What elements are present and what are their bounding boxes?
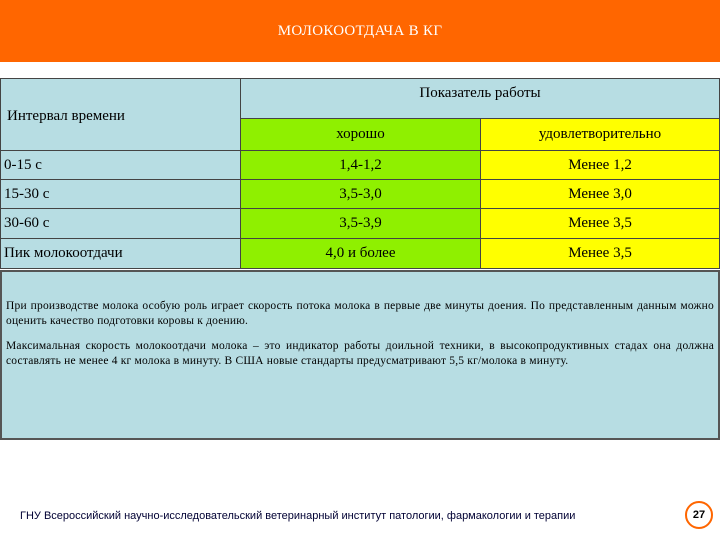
good-cell: 3,5-3,9 [241, 209, 481, 239]
description-box [0, 270, 720, 440]
paragraph-1: При производстве молока особую роль играет скорость потока молока в первые две минуты доения. По представленным данным можно оценить качество подготовки коровы к доению. [6, 300, 714, 327]
table-row [1, 151, 720, 180]
satisfactory-cell: Менее 1,2 [481, 151, 720, 180]
footer-institute: ГНУ Всероссийский научно-исследовательский ветеринарный институт патологии, фармакологии и терапии [20, 510, 576, 522]
satisfactory-cell: Менее 3,0 [481, 180, 720, 209]
table-row [1, 209, 720, 239]
col-good-header: хорошо [241, 119, 481, 151]
good-cell: 3,5-3,0 [241, 180, 481, 209]
table-row [1, 239, 720, 269]
milk-flow-table [0, 78, 720, 269]
slide-title: МОЛОКООТДАЧА В КГ [277, 23, 443, 39]
satisfactory-cell: Менее 3,5 [481, 239, 720, 269]
interval-cell: 0-15 с [1, 151, 241, 180]
interval-cell: 30-60 с [1, 209, 241, 239]
metric-header-cell [241, 79, 720, 119]
good-cell: 4,0 и более [241, 239, 481, 269]
page-number: 27 [685, 501, 713, 529]
paragraph-2: Максимальная скорость молокоотдачи молока – это индикатор работы доильной техники, в высокопродуктивных стадах она должна составлять не менее 4 кг молока в минуту. В США новые стандарты предусматривают 5,5 кг/молока в минуту. [6, 340, 714, 367]
satisfactory-cell: Менее 3,5 [481, 209, 720, 239]
interval-header: Интервал времени [7, 108, 125, 124]
interval-cell: 15-30 с [1, 180, 241, 209]
interval-header-cell [1, 79, 241, 151]
good-cell: 1,4-1,2 [241, 151, 481, 180]
col-satisfactory-header: удовлетворительно [481, 119, 720, 151]
metric-header: Показатель работы [419, 85, 541, 101]
table-row [1, 180, 720, 209]
interval-cell: Пик молокоотдачи [1, 239, 241, 269]
